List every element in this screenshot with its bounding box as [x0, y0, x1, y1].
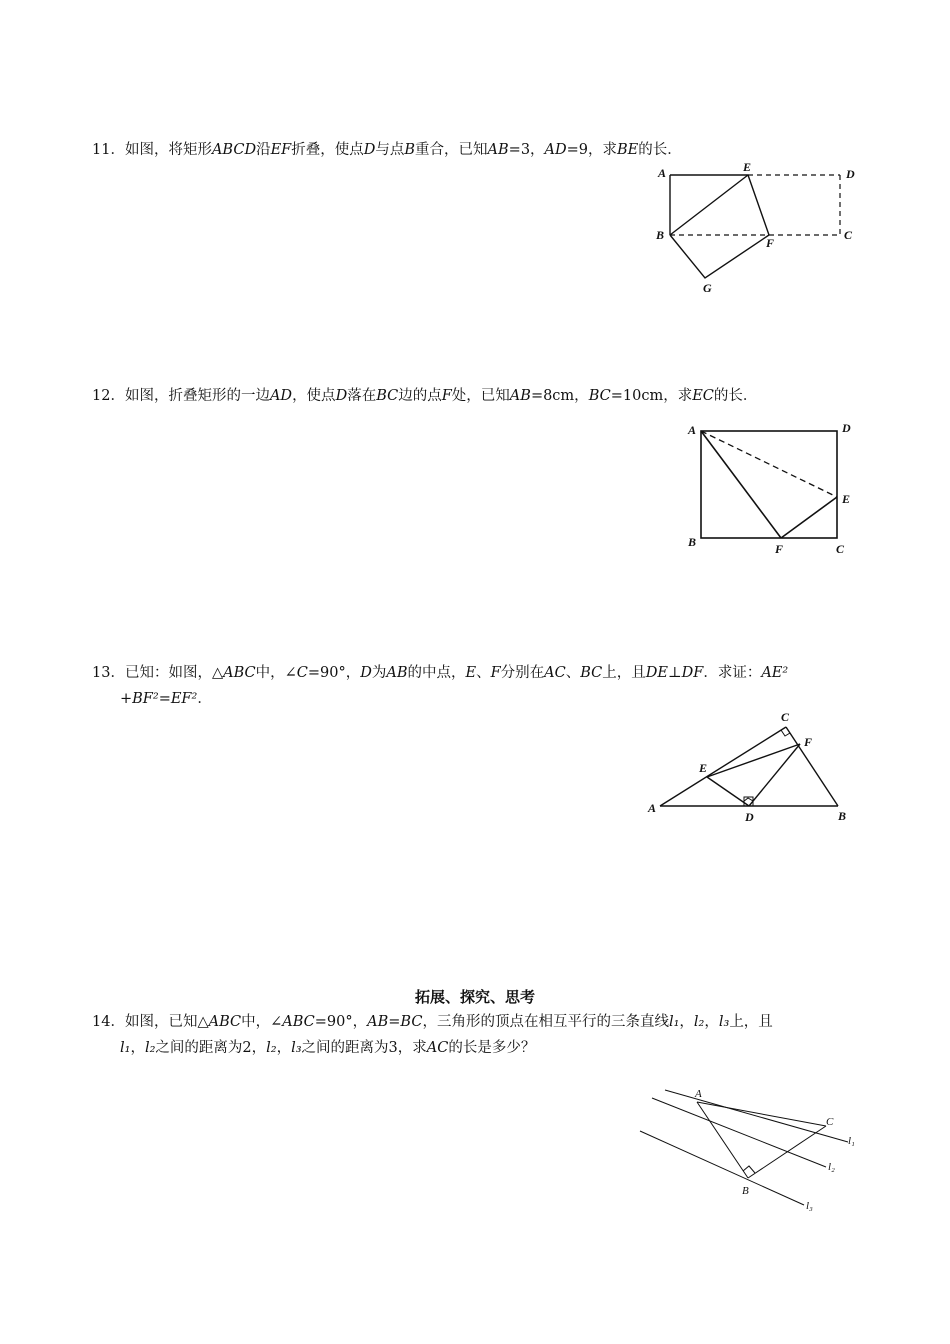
text-run: 如图，已知△ — [124, 1014, 209, 1030]
text-run: 中，∠ — [255, 665, 297, 681]
label-E: E — [743, 160, 752, 174]
text-run: 折叠，使点 — [291, 142, 364, 158]
label-C: C — [836, 542, 845, 556]
label-C: C — [826, 1116, 834, 1128]
label-E: E — [842, 492, 851, 506]
text-run: 已知：如图，△ — [124, 665, 224, 681]
text-run: 沿 — [256, 142, 271, 158]
text-run: 分别在 — [500, 665, 545, 681]
label-A: A — [658, 166, 667, 180]
math-symbol: l₂ — [266, 1040, 277, 1056]
section-title: 拓展、探究、思考 — [414, 988, 535, 1006]
label-F: F — [775, 542, 784, 556]
text-run: 、 — [565, 665, 581, 681]
text-run: =8cm， — [530, 388, 589, 404]
label-G: G — [703, 281, 712, 295]
figure-12 — [680, 415, 860, 560]
text-run: 之间的距离为3，求 — [301, 1040, 427, 1056]
math-symbol: BF² — [132, 691, 159, 707]
math-symbol: EF — [270, 142, 292, 158]
math-symbol: AD — [269, 388, 293, 404]
label-l2: l₂ — [828, 1161, 835, 1173]
math-symbol: l₁ — [120, 1040, 131, 1056]
figure-13 — [640, 705, 860, 830]
text-run: ， — [704, 1014, 719, 1030]
math-symbol: AB — [487, 142, 509, 158]
math-symbol: BC — [376, 388, 399, 404]
text-run: 之间的距离为2， — [155, 1040, 267, 1056]
text-run: 、 — [476, 665, 491, 681]
text-run: ，使点 — [292, 388, 336, 404]
math-symbol: D — [363, 142, 376, 158]
math-symbol: BC — [400, 1014, 423, 1030]
label-E: E — [699, 761, 708, 775]
text-run: 与点 — [375, 142, 405, 158]
math-symbol: l₃ — [291, 1040, 302, 1056]
text-run: =9，求 — [566, 142, 618, 158]
question-text — [125, 388, 757, 404]
text-run: 的长． — [713, 388, 758, 404]
label-F: F — [766, 236, 775, 250]
math-symbol: l₂ — [144, 1040, 156, 1056]
text-run: 处，已知 — [451, 388, 510, 404]
text-run: 中，∠ — [241, 1014, 283, 1030]
label-A: A — [688, 423, 697, 437]
text-run: ， — [276, 1040, 292, 1056]
text-run: ， — [130, 1040, 145, 1056]
math-symbol: E — [465, 665, 477, 681]
text-run: 的长是多少？ — [448, 1040, 536, 1056]
math-symbol: AE² — [761, 665, 789, 681]
label-B: B — [838, 809, 847, 823]
math-symbol: D — [335, 388, 348, 404]
math-symbol: DE — [645, 665, 668, 681]
text-run: =3， — [508, 142, 545, 158]
text-run: =10cm，求 — [610, 388, 693, 404]
text-run: ． — [197, 691, 212, 707]
figure-14 — [630, 1080, 870, 1220]
text-run: 如图，将矩形 — [124, 142, 212, 158]
label-B: B — [688, 535, 697, 549]
text-run: ．求证： — [703, 665, 762, 681]
math-symbol: ABC — [208, 1014, 242, 1030]
math-symbol: ABC — [223, 665, 256, 681]
label-A: A — [695, 1088, 702, 1100]
label-C: C — [844, 228, 853, 242]
question-number: 14． — [92, 1014, 125, 1030]
text-run: 重合，已知 — [415, 142, 488, 158]
math-symbol: BC — [588, 388, 611, 404]
label-D: D — [842, 421, 851, 435]
math-symbol: AB — [386, 665, 408, 681]
label-A: A — [648, 801, 657, 815]
label-D: D — [745, 810, 754, 824]
label-l3: l₃ — [806, 1200, 813, 1212]
label-B: B — [656, 228, 665, 242]
math-symbol: AB — [367, 1014, 389, 1030]
question-text — [125, 142, 682, 158]
label-C: C — [781, 710, 790, 724]
math-symbol: B — [404, 142, 416, 158]
label-D: D — [846, 167, 855, 181]
math-symbol: AD — [544, 142, 567, 158]
math-symbol: F — [441, 388, 452, 404]
math-symbol: AC — [426, 1040, 449, 1056]
math-symbol: l₂ — [693, 1014, 705, 1030]
text-run: = — [388, 1014, 401, 1030]
text-run: =90°， — [307, 665, 361, 681]
text-run: 落在 — [347, 388, 377, 404]
text-run: 上，且 — [602, 665, 646, 681]
text-run: ⊥ — [668, 665, 682, 681]
math-symbol: l₁ — [668, 1014, 680, 1030]
math-symbol: ABCD — [211, 142, 257, 158]
question-text-line2 — [92, 1035, 862, 1061]
math-symbol: DF — [681, 665, 704, 681]
question-number: 13． — [92, 665, 125, 681]
text-run: ， — [679, 1014, 694, 1030]
question-text — [125, 1014, 773, 1030]
label-F: F — [804, 735, 813, 749]
math-symbol: D — [360, 665, 372, 681]
math-symbol: EC — [692, 388, 714, 404]
math-symbol: EF² — [170, 691, 198, 707]
question-number: 12． — [92, 388, 125, 404]
text-run: 上，且 — [729, 1014, 773, 1030]
text-run: =90°， — [314, 1014, 368, 1030]
question-12 — [92, 383, 862, 409]
math-symbol: F — [490, 665, 501, 681]
math-symbol: C — [296, 665, 308, 681]
text-run: 如图，折叠矩形的一边 — [124, 388, 270, 404]
math-symbol: AB — [509, 388, 531, 404]
text-run: = — [158, 691, 171, 707]
math-symbol: BE — [617, 142, 639, 158]
text-run: ，三角形的顶点在相互平行的三条直线 — [422, 1014, 669, 1030]
math-symbol: l₃ — [718, 1014, 730, 1030]
text-run: 边的点 — [398, 388, 442, 404]
question-text — [125, 665, 788, 681]
text-run: 的中点， — [407, 665, 466, 681]
math-symbol: AC — [544, 665, 566, 681]
label-B: B — [742, 1185, 749, 1197]
question-number: 11． — [92, 142, 125, 158]
math-symbol: BC — [580, 665, 603, 681]
text-run: 为 — [371, 665, 387, 681]
figure-11 — [650, 160, 870, 300]
text-run: + — [120, 691, 133, 707]
question-14 — [92, 1009, 862, 1061]
math-symbol: ABC — [282, 1014, 315, 1030]
text-run: 的长． — [638, 142, 682, 158]
label-l1: l₁ — [848, 1135, 855, 1147]
